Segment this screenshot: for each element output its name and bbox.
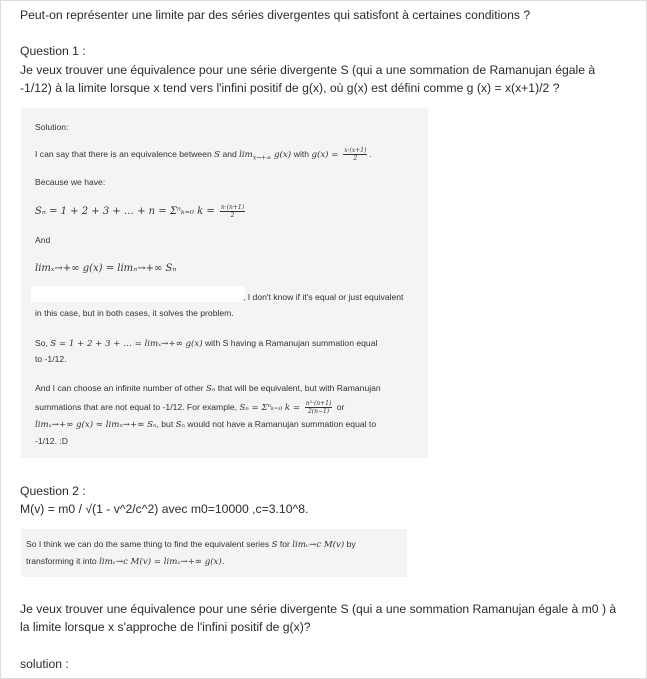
math-s: S	[214, 149, 221, 160]
question-2-formula: M(v) = m0 / √(1 - v^2/c^2) avec m0=10000 ,c=3.10^8.	[20, 502, 309, 516]
choose-line-2-math: Sₙ = Σⁿₖ₌₀ k =	[239, 402, 303, 413]
choose-line-3-math: limₓ→+∞ g(x) ≈ limₙ→+∞ Sₙ	[35, 420, 157, 430]
sn-equation-text: Sₙ = 1 + 2 + 3 + … + n = Σⁿₖ₌₀ k =	[35, 205, 218, 217]
solution-card-2	[21, 529, 407, 577]
equivalence-line: I can say that there is an equivalence between S and $\lim_{x\to+\infty} g(x)$ with g(x) = $\frac{x\cdot(x+1)}{2}$ .	[35, 147, 372, 162]
choose-line-1-b: that will be equivalent, but with Ramanujan	[217, 383, 381, 393]
choose-line-3	[35, 418, 376, 432]
choose-line-4: -1/12. :D	[35, 436, 68, 446]
math-lim-sub: x→+∞	[252, 154, 272, 162]
so-line-2: to -1/12.	[35, 354, 67, 364]
with-text: with	[293, 148, 310, 159]
choose-line-1	[35, 382, 381, 396]
redacted-area	[31, 286, 245, 302]
so-line	[35, 337, 377, 351]
sn-equation	[35, 204, 247, 219]
card-2-line-1-math-2: limᵥ→c M(v)	[292, 540, 345, 550]
card-2-line-1	[26, 538, 356, 552]
question-1-heading: Question 1 :	[20, 44, 86, 58]
choose-line-3-a: , but	[156, 419, 174, 429]
limit-equation	[35, 262, 176, 275]
because-line: Because we have:	[35, 177, 106, 187]
choose-line-2	[35, 400, 344, 415]
fraction-sn-numerator: n·(n+1)	[220, 204, 245, 211]
solution-label-bottom: solution :	[20, 657, 69, 671]
solution-label: Solution:	[35, 122, 69, 132]
math-lim: lim	[239, 149, 253, 160]
math-gx: g(x)	[271, 149, 294, 160]
question-1-line-1: Je veux trouver une équivalence pour une série divergente S (qui a une sommation de Ramanujan égale à	[20, 63, 596, 77]
fraction-sn-denominator: 2	[230, 212, 235, 219]
choose-line-3-b: would not have a Ramanujan summation equal to	[187, 419, 377, 429]
fraction-g-denominator: 2	[353, 155, 358, 162]
card-2-line-1-b: for	[279, 539, 290, 549]
card-2-line-1-a: So I think we can do the same thing to find the equivalent series	[26, 539, 270, 549]
fraction-example-denominator: 2(n−1)	[307, 408, 330, 415]
card-2-line-2-a: transforming it into	[26, 556, 97, 566]
fraction-example-numerator: n²·(n+1)	[305, 400, 332, 407]
choose-line-1-math: Sₙ	[206, 384, 216, 394]
solution-card-1	[21, 108, 428, 458]
card-2-line-2	[26, 555, 224, 569]
choose-line-2-b: or	[336, 401, 345, 412]
fraction-sn	[220, 204, 245, 219]
card-2-line-1-c: by	[346, 539, 356, 549]
fraction-g-numerator: x·(x+1)	[344, 147, 367, 154]
question-1-line-2: -1/12) à la limite lorsque x tend vers l'infini positif de g(x), où g(x) est défini comme g (x) = x(x+1)/2 ?	[20, 81, 560, 95]
question-3-line-2: la limite lorsque x s'approche de l'infini positif de g(x)?	[20, 620, 311, 634]
choose-line-3-math-2: Sₙ	[175, 420, 185, 430]
dont-know-line: , I don't know if it's equal or just equivalent	[243, 292, 404, 302]
fraction-g	[343, 147, 367, 162]
question-title: Peut-on représenter une limite par des séries divergentes qui satisfont à certaines conditions ?	[20, 8, 531, 22]
question-2-heading: Question 2 :	[20, 484, 86, 498]
and-text: and	[222, 148, 237, 159]
choose-line-1-a: And I can choose an infinite number of other	[35, 383, 204, 393]
so-math: S = 1 + 2 + 3 + … = limₓ→+∞ g(x)	[50, 339, 203, 349]
question-3-line-1: Je veux trouver une équivalence pour une série divergente S (qui a une sommation Ramanujan égale à m0 ) à	[20, 602, 617, 616]
so-prefix: So,	[35, 338, 48, 348]
choose-line-2-a: summations that are not equal to -1/12. For example,	[35, 401, 238, 412]
so-rest: with S having a Ramanujan summation equal	[204, 338, 378, 348]
card-2-line-1-math: S	[271, 540, 278, 550]
card-2-line-2-math: limᵥ→c M(v) = limₓ→+∞ g(x).	[99, 557, 225, 567]
limit-equation-text: limₓ→+∞ g(x) = limₙ→+∞ Sₙ	[35, 263, 177, 274]
math-g-eq: g(x) =	[311, 149, 342, 160]
in-this-case-line: in this case, but in both cases, it solves the problem.	[35, 308, 234, 318]
and-line: And	[35, 235, 51, 245]
fraction-example	[305, 400, 333, 415]
equivalence-text: I can say that there is an equivalence between	[35, 148, 212, 159]
